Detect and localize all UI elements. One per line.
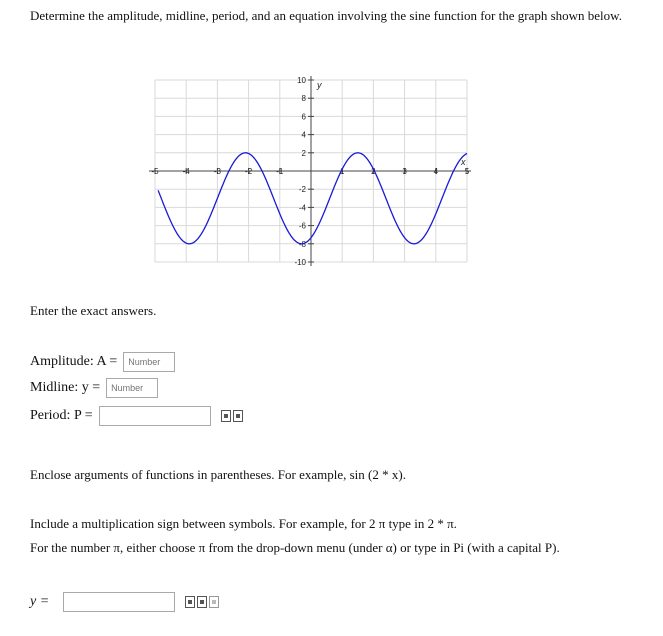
period-tools <box>221 410 243 422</box>
y-tick-label: 8 <box>301 94 306 104</box>
x-tick-label: 3 <box>402 167 407 176</box>
y-axis-label: y <box>317 80 322 90</box>
y-tick-label: -2 <box>298 185 306 195</box>
x-tick-label: -4 <box>182 167 190 176</box>
equation-tools <box>185 596 219 608</box>
y-tick-label: -6 <box>298 221 306 231</box>
question-prompt: Determine the amplitude, midline, period, and an equation involving the sine function for the graph shown below. <box>30 8 622 23</box>
x-tick-label: -1 <box>276 167 284 176</box>
equation-editor-icon[interactable] <box>221 410 231 422</box>
x-tick-label: 1 <box>339 167 345 176</box>
pi-note: For the number π, either choose π from the drop-down menu (under α) or type in Pi (with a capital P). <box>30 540 560 555</box>
y-tick-label: -8 <box>298 239 306 249</box>
y-tick-label: 2 <box>301 148 306 158</box>
sine-graph <box>130 68 500 278</box>
amplitude-input[interactable] <box>123 352 175 372</box>
multiplication-note: Include a multiplication sign between symbols. For example, for 2 π type in 2 * π. <box>30 516 457 531</box>
help-icon[interactable] <box>209 596 219 608</box>
x-tick-label: -3 <box>213 167 221 176</box>
x-axis-label: x <box>461 157 466 167</box>
x-tick-label: -2 <box>245 167 253 176</box>
y-tick-label: 4 <box>301 130 306 140</box>
midline-row <box>30 378 158 398</box>
x-tick-label: 2 <box>371 167 376 176</box>
y-tick-label: 10 <box>297 76 306 85</box>
amplitude-label: Amplitude: A = <box>30 354 118 369</box>
equation-label: y = <box>30 594 50 609</box>
amplitude-row <box>30 352 175 372</box>
x-tick-label: 4 <box>433 167 439 176</box>
equation-row <box>30 592 219 612</box>
x-tick-label: 5 <box>464 167 470 176</box>
instructions-text: Enter the exact answers. <box>30 303 157 318</box>
y-tick-label: -10 <box>294 258 306 267</box>
equation-editor-icon[interactable] <box>185 596 195 608</box>
midline-input[interactable] <box>106 378 158 398</box>
equation-input[interactable] <box>63 592 175 612</box>
period-input[interactable] <box>99 406 211 426</box>
period-label: Period: P = <box>30 408 93 423</box>
preview-icon[interactable] <box>197 596 207 608</box>
x-tick-label: -5 <box>151 167 159 176</box>
preview-icon[interactable] <box>233 410 243 422</box>
y-tick-label: 6 <box>301 112 306 122</box>
period-row <box>30 406 243 426</box>
midline-label: Midline: y = <box>30 380 101 395</box>
sine-curve <box>158 153 467 244</box>
parentheses-note: Enclose arguments of functions in parentheses. For example, sin (2 * x). <box>30 467 406 482</box>
y-tick-label: -4 <box>298 203 306 213</box>
